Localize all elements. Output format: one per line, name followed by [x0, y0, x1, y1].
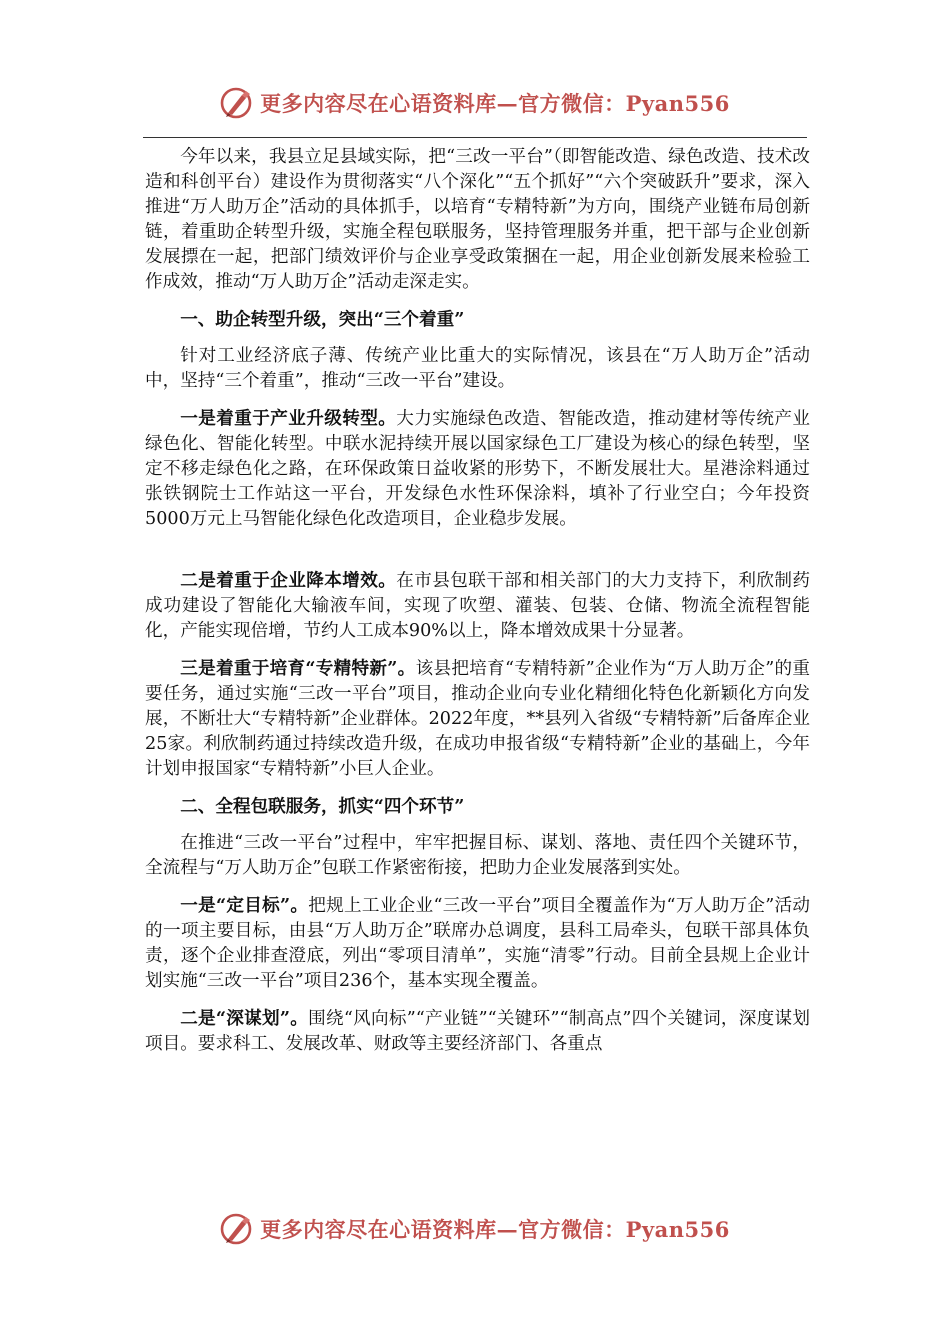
- spacer: [145, 544, 810, 568]
- banner-text: 更多内容尽在心语资料库—官方微信：Pyan556: [260, 1217, 730, 1242]
- paragraph-5: 在推进“三改一平台”过程中，牢牢把握目标、谋划、落地、责任四个关键环节，全流程与“万人助万企”包联工作紧密衔接，把助力企业发展落到实处。: [145, 833, 810, 878]
- paragraph-4-body: 该县把培育“专精特新”企业作为“万人助万企”的重要任务，通过实施“三改一平台”项目，推动企业向专业化精细化特色化新颖化方向发展，不断壮大“专精特新”企业群体。2022年度，**县列入省级“专精特新”后备库企业25家。利欣制药通过持续改造升级，在成功申报省级“专精特新”企业的基础上，今年计划申报国家“专精特新”小巨人企业。: [145, 659, 810, 779]
- document-body: [145, 145, 810, 1069]
- section-heading-2: 二、全程包联服务，抓实“四个环节”: [180, 796, 465, 817]
- header-banner: [0, 83, 950, 123]
- paragraph-4: [145, 656, 810, 782]
- paragraph-6-body: 把规上工业企业“三改一平台”项目全覆盖作为“万人助万企”活动的一项主要目标，由县“万人助万企”联席办总调度，县科工局牵头，包联干部具体负责，逐个企业排查澄底，列出“零项目清单”，实施“清零”行动。目前全县规上企业计划实施“三改一平台”项目236个，基本实现全覆盖。: [145, 896, 810, 991]
- paragraph-1: 针对工业经济底子薄、传统产业比重大的实际情况，该县在“万人助万企”活动中，坚持“三个着重”，推动“三改一平台”建设。: [145, 346, 810, 391]
- banner-text: 更多内容尽在心语资料库—官方微信：Pyan556: [260, 91, 730, 116]
- paragraph-3-body: 在市县包联干部和相关部门的大力支持下，利欣制药成功建设了智能化大输液车间，实现了吹塑、灌装、包装、仓储、物流全流程智能化，产能实现倍增，节约人工成本90%以上，降本增效成果十分显著。: [145, 571, 810, 641]
- paragraph-4-lead: 三是着重于培育“专精特新”。: [180, 658, 416, 679]
- paragraph-7: [145, 1006, 810, 1057]
- paragraph-intro: 今年以来，我县立足县域实际，把“三改一平台”（即智能改造、绿色改造、技术改造和科创平台）建设作为贯彻落实“八个深化”“五个抓好”“六个突破跃升”要求，深入推进“万人助万企”活动的具体抓手，以培育“专精特新”为方向，围绕产业链布局创新链，着重助企转型升级，实施全程包联服务，坚持管理服务并重，把干部与企业创新发展摽在一起，把部门绩效评价与企业享受政策捆在一起，用企业创新发展来检验工作成效，推动“万人助万企”活动走深走实。: [145, 147, 810, 292]
- paragraph-7-lead: 二是“深谋划”。: [180, 1008, 309, 1029]
- paragraph-3-lead: 二是着重于企业降本增效。: [180, 570, 397, 591]
- paragraph-2-body: 大力实施绿色改造、智能改造，推动建材等传统产业绿色化、智能化转型。中联水泥持续开展以国家绿色工厂建设为核心的绿色转型，坚定不移走绿色化之路，在环保政策日益收紧的形势下，不断发展壮大。星港涂料通过张铁钢院士工作站这一平台，开发绿色水性环保涂料，填补了行业空白；今年投资5000万元上马智能化绿色化改造项目，企业稳步发展。: [145, 409, 810, 529]
- pen-logo-icon: [220, 1212, 254, 1246]
- footer-banner: [0, 1209, 950, 1249]
- paragraph-6-lead: 一是“定目标”。: [180, 895, 309, 916]
- paragraph-7-body: 围绕“风向标”“产业链”“关键环”“制高点”四个关键词，深度谋划项目。要求科工、发展改革、财政等主要经济部门、各重点: [145, 1009, 810, 1054]
- section-heading-1: 一、助企转型升级，突出“三个着重”: [180, 309, 465, 330]
- pen-logo-icon: [220, 86, 254, 120]
- paragraph-3: [145, 568, 810, 644]
- paragraph-2: [145, 406, 810, 532]
- paragraph-2-lead: 一是着重于产业升级转型。: [180, 408, 397, 429]
- paragraph-6: [145, 893, 810, 994]
- header-rule: [143, 137, 807, 138]
